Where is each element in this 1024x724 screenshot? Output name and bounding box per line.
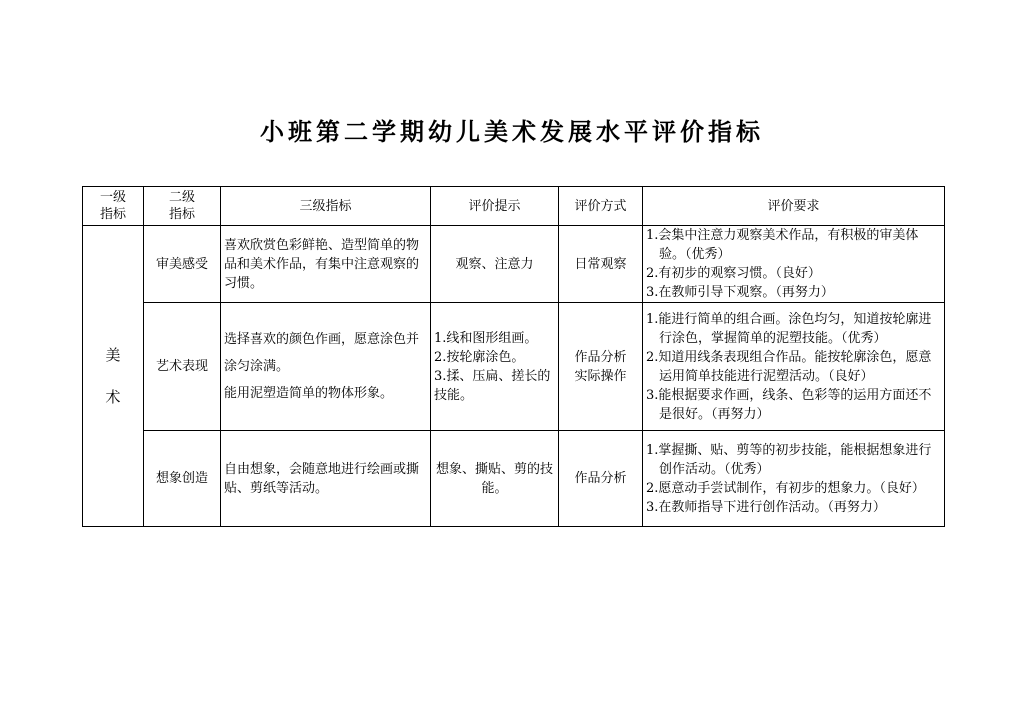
header-hint: 评价提示: [431, 187, 559, 226]
level3-item: 选择喜欢的颜色作画，愿意涂色并涂匀涂满。: [224, 332, 420, 374]
requirement-item: 2.愿意动手尝试制作，有初步的想象力。（良好）: [646, 480, 925, 496]
hint-cell: [431, 303, 559, 431]
level3-cell: 喜欢欣赏色彩鲜艳、造型简单的物品和美术作品，有集中注意观察的习惯。: [221, 226, 431, 303]
hint-cell: 想象、撕贴、剪的技能。: [431, 431, 559, 527]
level2-cell: 想象创造: [144, 431, 221, 527]
page-title: 小班第二学期幼儿美术发展水平评价指标: [260, 118, 764, 146]
hint-item: 1.线和图形组画。: [434, 330, 538, 346]
method-cell: 作品分析 实际操作: [559, 303, 643, 431]
requirement-cell: [643, 431, 945, 527]
level3-cell: [221, 303, 431, 431]
requirement-cell: [643, 226, 945, 303]
requirement-item: 2.知道用线条表现组合作品。能按轮廓涂色，愿意运用简单技能进行泥塑活动。（良好）: [646, 349, 932, 384]
requirement-item: 3.在教师引导下观察。（再努力）: [646, 285, 834, 300]
requirement-item: 3.在教师指导下进行创作活动。（再努力）: [646, 499, 886, 515]
evaluation-table: [82, 186, 945, 527]
requirement-item: 1.掌握撕、贴、剪等的初步技能，能根据想象进行创作活动。（优秀）: [646, 442, 932, 477]
header-level2: 二级 指标: [144, 187, 221, 226]
requirement-item: 3.能根据要求作画，线条、色彩等的运用方面还不是很好。（再努力）: [646, 387, 932, 422]
header-level3: 三级指标: [221, 187, 431, 226]
requirement-item: 2.有初步的观察习惯。（良好）: [646, 266, 821, 281]
level2-cell: 审美感受: [144, 226, 221, 303]
hint-cell: 观察、注意力: [431, 226, 559, 303]
method-cell: 作品分析: [559, 431, 643, 527]
table-row: [83, 226, 945, 303]
level3-cell: 自由想象，会随意地进行绘画或撕贴、剪纸等活动。: [221, 431, 431, 527]
header-level1: 一级 指标: [83, 187, 144, 226]
requirement-cell: [643, 303, 945, 431]
requirement-item: 1.会集中注意力观察美术作品，有积极的审美体验。（优秀）: [646, 228, 919, 262]
table-row: [83, 303, 945, 431]
level2-cell: 艺术表现: [144, 303, 221, 431]
method-cell: 日常观察: [559, 226, 643, 303]
header-requirement: 评价要求: [643, 187, 945, 226]
table-row: [83, 431, 945, 527]
hint-item: 2.按轮廓涂色。: [434, 349, 525, 365]
requirement-item: 1.能进行简单的组合画。涂色均匀，知道按轮廓进行涂色，掌握简单的泥塑技能。（优秀）: [646, 311, 932, 346]
hint-item: 3.揉、压扁、搓长的技能。: [434, 368, 551, 403]
header-method: 评价方式: [559, 187, 643, 226]
table-header-row: [83, 187, 945, 226]
level3-item: 能用泥塑造简单的物体形象。: [224, 386, 394, 401]
domain-cell: 美 术: [83, 226, 144, 527]
